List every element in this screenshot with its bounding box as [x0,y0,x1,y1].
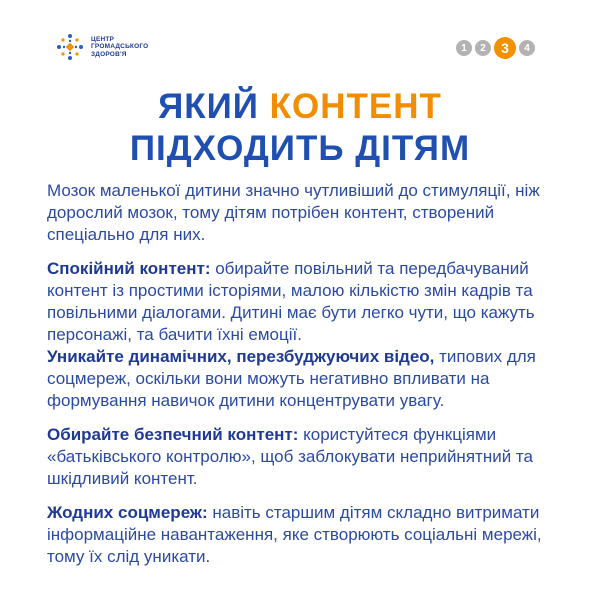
page-dot-3-active[interactable]: 3 [494,37,516,59]
avoid-videos-heading: Уникайте динамічних, перезбуджуючих відео, [47,347,435,366]
calm-content-paragraph [47,258,567,346]
no-social-paragraph [47,502,567,568]
page-title [0,86,600,170]
org-name-line-3: ЗДОРОВ'Я [91,50,127,58]
calm-content-text: обирайте повільний та передбачуваний контент із простими історіями, малою кількістю змін кадрів та повільними діалогами. Дитині має бути легко чути, що кажуть персонажі, та бачити їхні емоції. [47,259,535,344]
title-word-content: КОНТЕНТ [269,87,442,126]
no-social-heading: Жодних соцмереж: [47,503,208,522]
page-dot-1[interactable]: 1 [456,40,472,56]
avoid-videos-text: типових для соцмереж, оскільки вони можуть негативно впливати на формування навичок дитини концентрувати увагу. [47,347,536,410]
no-social-text: навіть старшим дітям складно витримати інформаційне навантаження, яке створюють соціальні мережі, тому їх слід уникати. [47,503,542,566]
avoid-videos-paragraph [47,346,567,412]
page-indicator [456,37,538,59]
intro-paragraph: Мозок маленької дитини значно чутливіший до стимуляції, ніж дорослий мозок, тому дітям потрібен контент, створений спеціально для них. [47,181,540,244]
safe-content-paragraph [47,424,567,490]
safe-content-text: користуйтеся функціями «батьківського контролю», щоб заблокувати неприйнятний та шкідливий контент. [47,425,533,488]
org-name-line-2: ГРОМАДСЬКОГО [91,43,149,51]
title-line-2: ПІДХОДИТЬ ДІТЯМ [129,129,471,168]
body-text [47,180,567,580]
calm-content-heading: Спокійний контент: [47,259,211,278]
org-name [91,36,148,59]
org-logo [55,32,148,62]
page-dot-4[interactable]: 4 [519,40,535,56]
org-name-line-1: ЦЕНТР [91,35,115,43]
safe-content-heading: Обирайте безпечний контент: [47,425,299,444]
org-logo-icon [55,32,85,62]
page-dot-2[interactable]: 2 [475,40,491,56]
title-line-1 [0,86,600,128]
title-word-which: ЯКИЙ [158,87,270,126]
